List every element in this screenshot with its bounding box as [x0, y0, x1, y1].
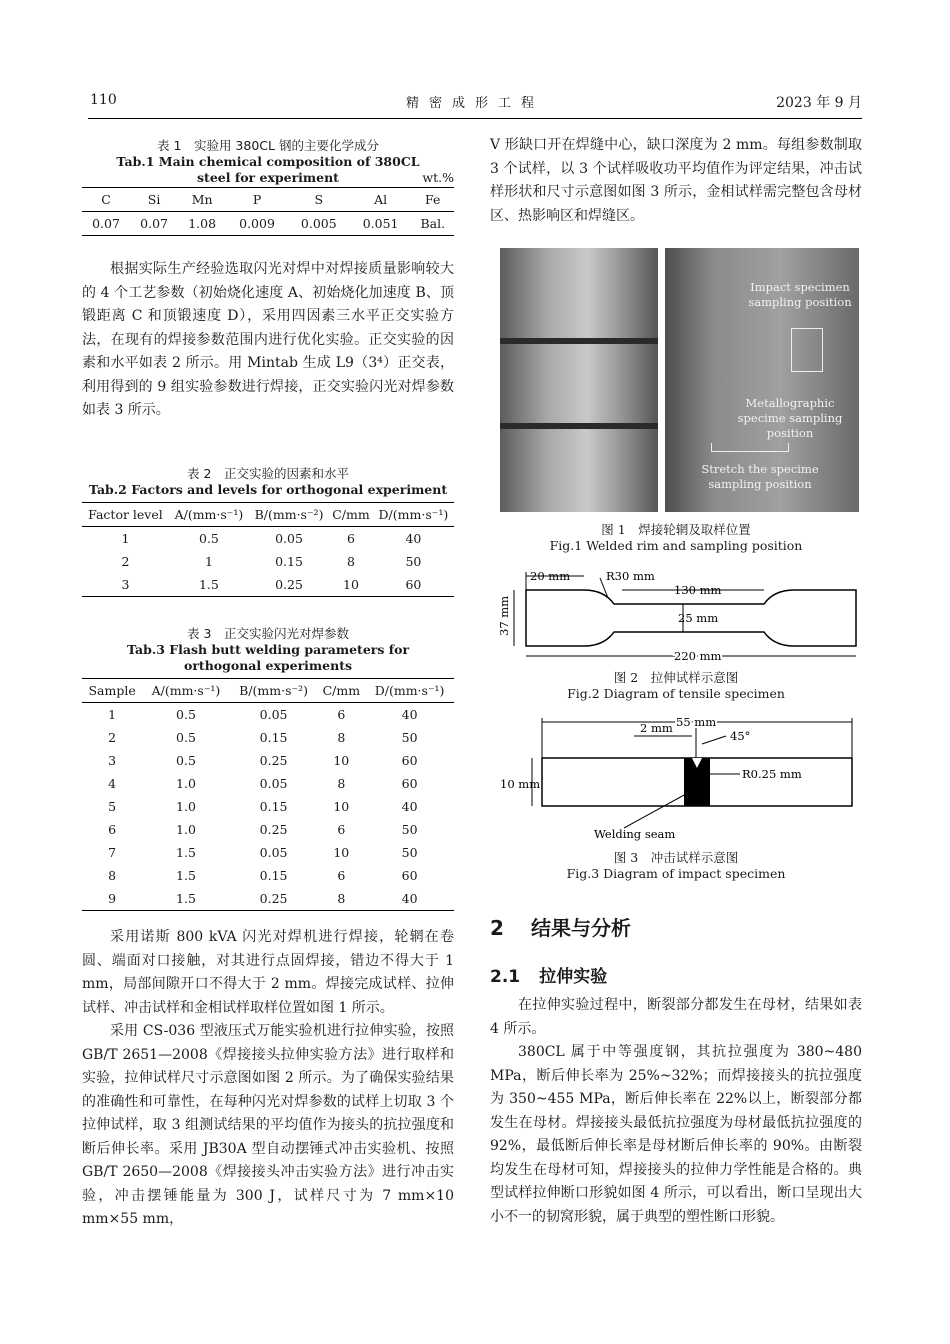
table-header-cell: S [314, 192, 324, 207]
table-header-cell: A/(mm·s⁻¹) [174, 507, 244, 522]
table-cell: 0.25 [259, 891, 288, 906]
table-header-cell: A/(mm·s⁻¹) [151, 683, 221, 698]
table-header-cell: Al [374, 192, 388, 207]
table-cell: 10 [333, 753, 350, 768]
subsection-title: 拉伸实验 [539, 967, 608, 987]
table-row [82, 703, 454, 727]
fig3-caption-cn: 图 3 冲击试样示意图 [613, 850, 739, 865]
table-header-cell: B/(mm·s⁻²) [239, 683, 308, 698]
welding-seam-label: Welding seam [594, 827, 676, 841]
table1 [82, 187, 454, 236]
paragraph: 根据实际生产经验选取闪光对焊中对焊接质量影响较大的 4 个工艺参数（初始烧化速度 A、初始烧化加速度 B、顶锻距离 C 和顶锻速度 D），采用四因素三水平正交实验方法，在现有的焊接参数范围内进行优化实验。正交实验的因素和水平如表 2 所示。用 Mintab 生成 L9（3⁴）正交表，利用得到的 9 组实验参数进行焊接，正交实验闪光对焊参数如表 3 所示。 [82, 261, 454, 418]
table-cell: 1 [121, 531, 130, 546]
table-cell: 6 [337, 707, 346, 722]
fig1-caption-cn: 图 1 焊接轮辋及取样位置 [601, 522, 751, 537]
dim-55mm: 55 mm [676, 715, 717, 729]
paragraph: V 形缺口开在焊缝中心，缺口深度为 2 mm。每组参数制取 3 个试样，以 3 个试样吸收功平均值作为评定结果，冲击试样形状和尺寸示意图如图 3 所示，金相试样需完整包含母材区、热影响区和焊缝区。 [490, 137, 862, 224]
fig1-caption-en: Fig.1 Welded rim and sampling position [549, 538, 803, 553]
table-cell: 1.5 [176, 845, 196, 860]
table-header-cell: C/mm [322, 683, 361, 698]
table-cell: 0.15 [275, 554, 303, 569]
table-cell: 0.05 [275, 531, 303, 546]
fig2-caption-en: Fig.2 Diagram of tensile specimen [567, 686, 785, 701]
table-header-cell: C [101, 192, 111, 207]
table-cell: 60 [401, 776, 418, 791]
paragraph: 380CL 属于中等强度钢，其抗拉强度为 380~480 MPa，断后伸长率为 25%~32%；而焊接接头的抗拉强度为 350~455 MPa，断后伸长率在 22%以上，断裂部分都发生在母材。焊接接头最低抗拉强度为母材最低抗拉强度的 92%，最低断后伸长率是母材断后伸长率的 90%。由断裂均发生在母材可知，焊接接头的拉伸力学性能是合格的。典型试样拉伸断口形貌如图 4 所示，可以看出，断口呈现出大小不一的韧窝形貌，属于典型的塑性断口形貌。 [490, 1044, 862, 1225]
table-cell: 40 [405, 531, 422, 546]
table-cell: 2 [121, 554, 130, 569]
table-cell: 1 [204, 554, 213, 569]
table-header-cell: D/(mm·s⁻¹) [378, 507, 449, 522]
stretch-bracket [711, 443, 789, 452]
table-row [82, 726, 454, 749]
table-cell: 0.25 [275, 577, 303, 592]
table-cell: 2 [108, 730, 117, 745]
table-cell: 1.5 [198, 577, 219, 592]
table-cell: 60 [405, 577, 422, 592]
table-header-cell: B/(mm·s⁻²) [254, 507, 324, 522]
table1-unit: wt.% [422, 170, 454, 185]
table-cell: 40 [401, 799, 418, 814]
table-cell: 3 [108, 753, 117, 768]
table-cell: 0.005 [300, 216, 337, 231]
table-cell: 6 [337, 868, 346, 883]
dim-10mm: 10 mm [500, 777, 541, 791]
table-cell: 50 [401, 845, 418, 860]
table-header-cell: Factor level [88, 507, 163, 522]
table-header-cell: Fe [425, 192, 441, 207]
dim-45deg: 45° [730, 729, 751, 743]
table-cell: 6 [337, 822, 346, 837]
table-cell: 0.25 [259, 822, 288, 837]
table-cell: Bal. [420, 216, 446, 231]
table-cell: 7 [108, 845, 117, 860]
table-cell: 1.08 [188, 216, 217, 231]
table-cell: 3 [121, 577, 130, 592]
results-text-block [490, 994, 862, 1229]
table1-title-cn: 表 1 实验用 380CL 钢的主要化学成分 [157, 138, 379, 153]
table-cell: 60 [401, 868, 418, 883]
table-cell: 1 [108, 707, 117, 722]
section-number: 2 [490, 916, 504, 940]
stretch-sampling-label: Stretch the specime sampling position [701, 462, 819, 491]
table-cell: 1.0 [176, 776, 196, 791]
table-cell: 0.5 [176, 730, 196, 745]
fig3-caption-en: Fig.3 Diagram of impact specimen [566, 866, 786, 881]
table-cell: 1.0 [176, 822, 196, 837]
dim-25mm: 25 mm [678, 611, 719, 625]
section-2-1-heading [490, 962, 862, 987]
dim-r025mm: R0.25 mm [742, 767, 802, 781]
issue-date: 2023 年 9 月 [776, 95, 862, 111]
table-cell: 0.15 [259, 799, 288, 814]
tensile-specimen-diagram [496, 566, 866, 666]
table-cell: 0.05 [259, 707, 288, 722]
table-header-cell: Sample [88, 683, 136, 698]
paragraph: 采用诺斯 800 kVA 闪光对焊机进行焊接，轮辋在卷圆、端面对口接触，对其进行点固焊接，错边不得大于 1 mm，局部间隙开口不得大于 2 mm。焊接完成试样、拉伸试样、冲击试样和金相试样取样位置如图 1 所示。 [82, 929, 454, 1016]
table-cell: 1.0 [176, 799, 196, 814]
table-cell: 0.05 [259, 845, 288, 860]
table-row [82, 887, 454, 911]
subsection-number: 2.1 [490, 967, 521, 987]
table1-title-en: Tab.1 Main chemical composition of 380CL steel for experiment [116, 154, 420, 185]
table-cell: 0.25 [259, 753, 288, 768]
fig1-caption [490, 520, 862, 553]
table-row [82, 573, 454, 597]
impact-sample-outline [791, 328, 823, 372]
para1-block [82, 258, 454, 423]
table-row [82, 795, 454, 818]
table-header-cell: Mn [191, 192, 213, 207]
table3-title-en: Tab.3 Flash butt welding parameters for orthogonal experiments [126, 642, 410, 673]
table-cell: 0.5 [198, 531, 219, 546]
table-header-cell: Si [147, 192, 161, 207]
table-cell: 0.5 [176, 753, 196, 768]
table1-block [82, 136, 454, 236]
table-cell: 40 [401, 891, 418, 906]
journal-name: 精密成形工程 [405, 96, 544, 111]
dim-20mm: 20 mm [530, 569, 571, 583]
table-cell: 0.009 [239, 216, 275, 231]
table-cell: 8 [346, 554, 355, 569]
page-number: 110 [90, 92, 117, 108]
table2-title-en: Tab.2 Factors and levels for orthogonal experiment [88, 482, 448, 497]
section-2-heading [490, 912, 862, 941]
table-row [82, 772, 454, 795]
table-header-cell: D/(mm·s⁻¹) [374, 683, 445, 698]
table-row [82, 550, 454, 573]
para2-block [82, 926, 454, 1232]
dim-37mm: 37 mm [497, 595, 511, 636]
fig2-caption [490, 668, 862, 701]
header-rule [88, 118, 862, 119]
table-cell: 50 [401, 730, 418, 745]
table-row [82, 527, 454, 551]
table-cell: 10 [333, 845, 350, 860]
table-row [82, 841, 454, 864]
paragraph: 在拉伸实验过程中，断裂部分都发生在母材，结果如表 4 所示。 [490, 997, 862, 1037]
welded-rim-photo [500, 248, 658, 512]
table-cell: 8 [337, 891, 346, 906]
sampling-position-photo [665, 248, 859, 512]
table3-title-cn: 表 3 正交实验闪光对焊参数 [187, 626, 349, 641]
table-cell: 50 [401, 822, 418, 837]
table-header-cell: P [252, 192, 262, 207]
table-cell: 0.07 [92, 216, 120, 231]
table-cell: 0.07 [140, 216, 168, 231]
table2-title-cn: 表 2 正交实验的因素和水平 [187, 466, 349, 481]
dim-r30mm: R30 mm [606, 569, 655, 583]
table2 [82, 502, 454, 597]
table-cell: 60 [401, 753, 418, 768]
table-cell: 8 [108, 868, 117, 883]
table-cell: 10 [333, 799, 350, 814]
table-cell: 0.5 [176, 707, 196, 722]
para4-block [490, 134, 862, 228]
dim-220mm: 220 mm [674, 649, 722, 663]
table-cell: 6 [108, 822, 117, 837]
table2-block [82, 464, 454, 597]
table-cell: 6 [346, 531, 355, 546]
table-cell: 9 [108, 891, 117, 906]
table-header-cell: C/mm [332, 507, 370, 522]
impact-sampling-label: Impact specimen sampling position [748, 280, 852, 309]
table-cell: 0.15 [259, 868, 288, 883]
table-row [82, 212, 454, 236]
table-cell: 4 [108, 776, 117, 791]
table-cell: 10 [343, 577, 359, 592]
table3-block [82, 624, 454, 911]
table-cell: 0.05 [259, 776, 288, 791]
table-row [82, 818, 454, 841]
dim-130mm: 130 mm [674, 583, 722, 597]
dim-2mm: 2 mm [640, 721, 673, 735]
table-cell: 8 [337, 730, 346, 745]
table-cell: 5 [108, 799, 117, 814]
metallographic-sampling-label: Metallographic specime sampling position [737, 396, 843, 440]
table-cell: 0.15 [259, 730, 288, 745]
section-title: 结果与分析 [531, 916, 632, 940]
paragraph: 采用 CS-036 型液压式万能实验机进行拉伸实验，按照 GB/T 2651—2008《焊接接头拉伸实验方法》进行取样和实验，拉伸试样尺寸示意图如图 2 所示。为了确保实验结果的准确性和可靠性，在每种闪光对焊参数的试样上切取 3 个拉伸试样，取 3 组测试结果的平均值作为接头的抗拉强度和断后伸长率。采用 JB30A 型自动摆锤式冲击实验机、按照 GB/T 2650—2008《焊接接头冲击实验方法》进行冲击实验，冲击摆锤能量为 300 J，试样尺寸为 7 mm×10 mm×55 mm， [82, 1023, 454, 1227]
table-cell: 0.051 [362, 216, 399, 231]
fig3-caption [490, 848, 862, 881]
table3 [82, 678, 454, 911]
table-cell: 50 [405, 554, 422, 569]
table-cell: 1.5 [176, 891, 196, 906]
table-row [82, 749, 454, 772]
table-cell: 1.5 [176, 868, 196, 883]
fig2-caption-cn: 图 2 拉伸试样示意图 [613, 670, 739, 685]
table-row [82, 864, 454, 887]
impact-specimen-diagram [496, 712, 866, 842]
table-cell: 8 [337, 776, 346, 791]
table-cell: 40 [401, 707, 418, 722]
